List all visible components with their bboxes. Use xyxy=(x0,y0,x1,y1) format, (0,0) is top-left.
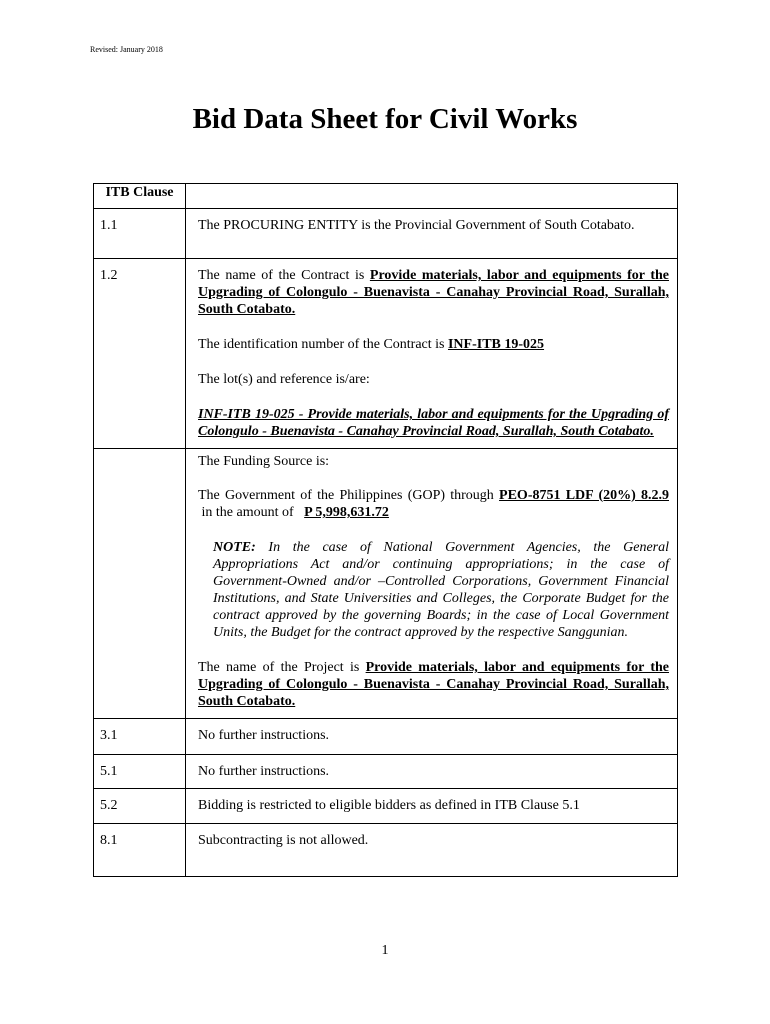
clause-cell: 8.1 xyxy=(94,824,186,877)
project-name-paragraph xyxy=(198,659,669,710)
clause-cell: 5.2 xyxy=(94,789,186,824)
clause-cell: 5.1 xyxy=(94,755,186,789)
page-number: 1 xyxy=(381,943,389,958)
clause-text-cell xyxy=(186,259,678,449)
lots-intro: The lot(s) and reference is/are: xyxy=(198,372,370,387)
amount-intro: in the amount of xyxy=(198,505,305,520)
lots-value: INF-ITB 19-025 - Provide materials, labor and equipments for the Upgrading of Colongulo - Buenavista - Canahay Provincial Road, Surallah, South Cotabato. xyxy=(198,407,669,439)
clause-text: Subcontracting is not allowed. xyxy=(198,833,369,848)
contract-id-intro: The identification number of the Contract is xyxy=(198,337,448,352)
itb-clause-header: ITB Clause xyxy=(94,184,186,209)
gop-source: PEO-8751 LDF (20%) 8.2.9 xyxy=(499,488,669,503)
clause-text: No further instructions. xyxy=(198,728,330,743)
table-row-funding xyxy=(94,449,678,719)
table-row-3-1 xyxy=(94,719,678,755)
contract-id-paragraph xyxy=(198,336,669,353)
page-title: Bid Data Sheet for Civil Works xyxy=(192,103,578,135)
clause-text: Bidding is restricted to eligible bidders as defined in ITB Clause 5.1 xyxy=(198,798,580,813)
clause-text-cell xyxy=(186,209,678,259)
gop-intro: The Government of the Philippines (GOP) through xyxy=(198,488,500,503)
procuring-entity-text: The PROCURING ENTITY is the Provincial Government of South Cotabato. xyxy=(198,218,635,233)
table-row-1-1 xyxy=(94,209,678,259)
clause-text-cell xyxy=(186,755,678,789)
table-row-1-2 xyxy=(94,259,678,449)
contract-id: INF-ITB 19-025 xyxy=(447,337,545,352)
clause-text-cell xyxy=(186,789,678,824)
clause-text-cell xyxy=(186,719,678,755)
table-header-row xyxy=(94,184,678,209)
table-row-8-1 xyxy=(94,824,678,877)
funding-intro: The Funding Source is: xyxy=(198,454,330,469)
clause-cell: 1.2 xyxy=(94,259,186,449)
note-paragraph xyxy=(198,539,669,641)
clause-text-cell xyxy=(186,449,678,719)
note-text: In the case of National Government Agencies, the General Appropriations Act and/or continuing appropriations; in the case of Government-Owned and/or –Controlled Corporations, Government Financial Institutions, and State Universities and Colleges, the Corporate Budget for the contract approved by the governing Boards; in the case of Local Government Units, the Budget for the contract approved by the respective Sanggunian. xyxy=(213,540,669,640)
contract-name-intro: The name of the Contract is xyxy=(198,268,370,283)
clause-cell xyxy=(94,449,186,719)
table-row-5-1 xyxy=(94,755,678,789)
note-label: NOTE: xyxy=(213,540,256,555)
clause-text: No further instructions. xyxy=(198,764,330,779)
funding-paragraph xyxy=(198,487,669,521)
project-name-intro: The name of the Project is xyxy=(198,660,366,675)
table-row-5-2 xyxy=(94,789,678,824)
project-name: Provide materials, labor and equipments for the Upgrading of Colongulo - Buenavista - Canahay Provincial Road, Surallah, South Cotabato. xyxy=(198,660,669,709)
amount: P 5,998,631.72 xyxy=(304,505,389,520)
clause-text-cell xyxy=(186,824,678,877)
clause-cell: 1.1 xyxy=(94,209,186,259)
bid-data-table xyxy=(93,183,678,877)
clause-cell: 3.1 xyxy=(94,719,186,755)
revision-note: Revised: January 2018 xyxy=(90,45,163,54)
contract-name-paragraph xyxy=(198,267,669,318)
contract-name: Provide materials, labor and equipments for the Upgrading of Colongulo - Buenavista - Canahay Provincial Road, Surallah, South Cotabato. xyxy=(198,268,669,317)
header-blank-cell xyxy=(186,184,678,209)
